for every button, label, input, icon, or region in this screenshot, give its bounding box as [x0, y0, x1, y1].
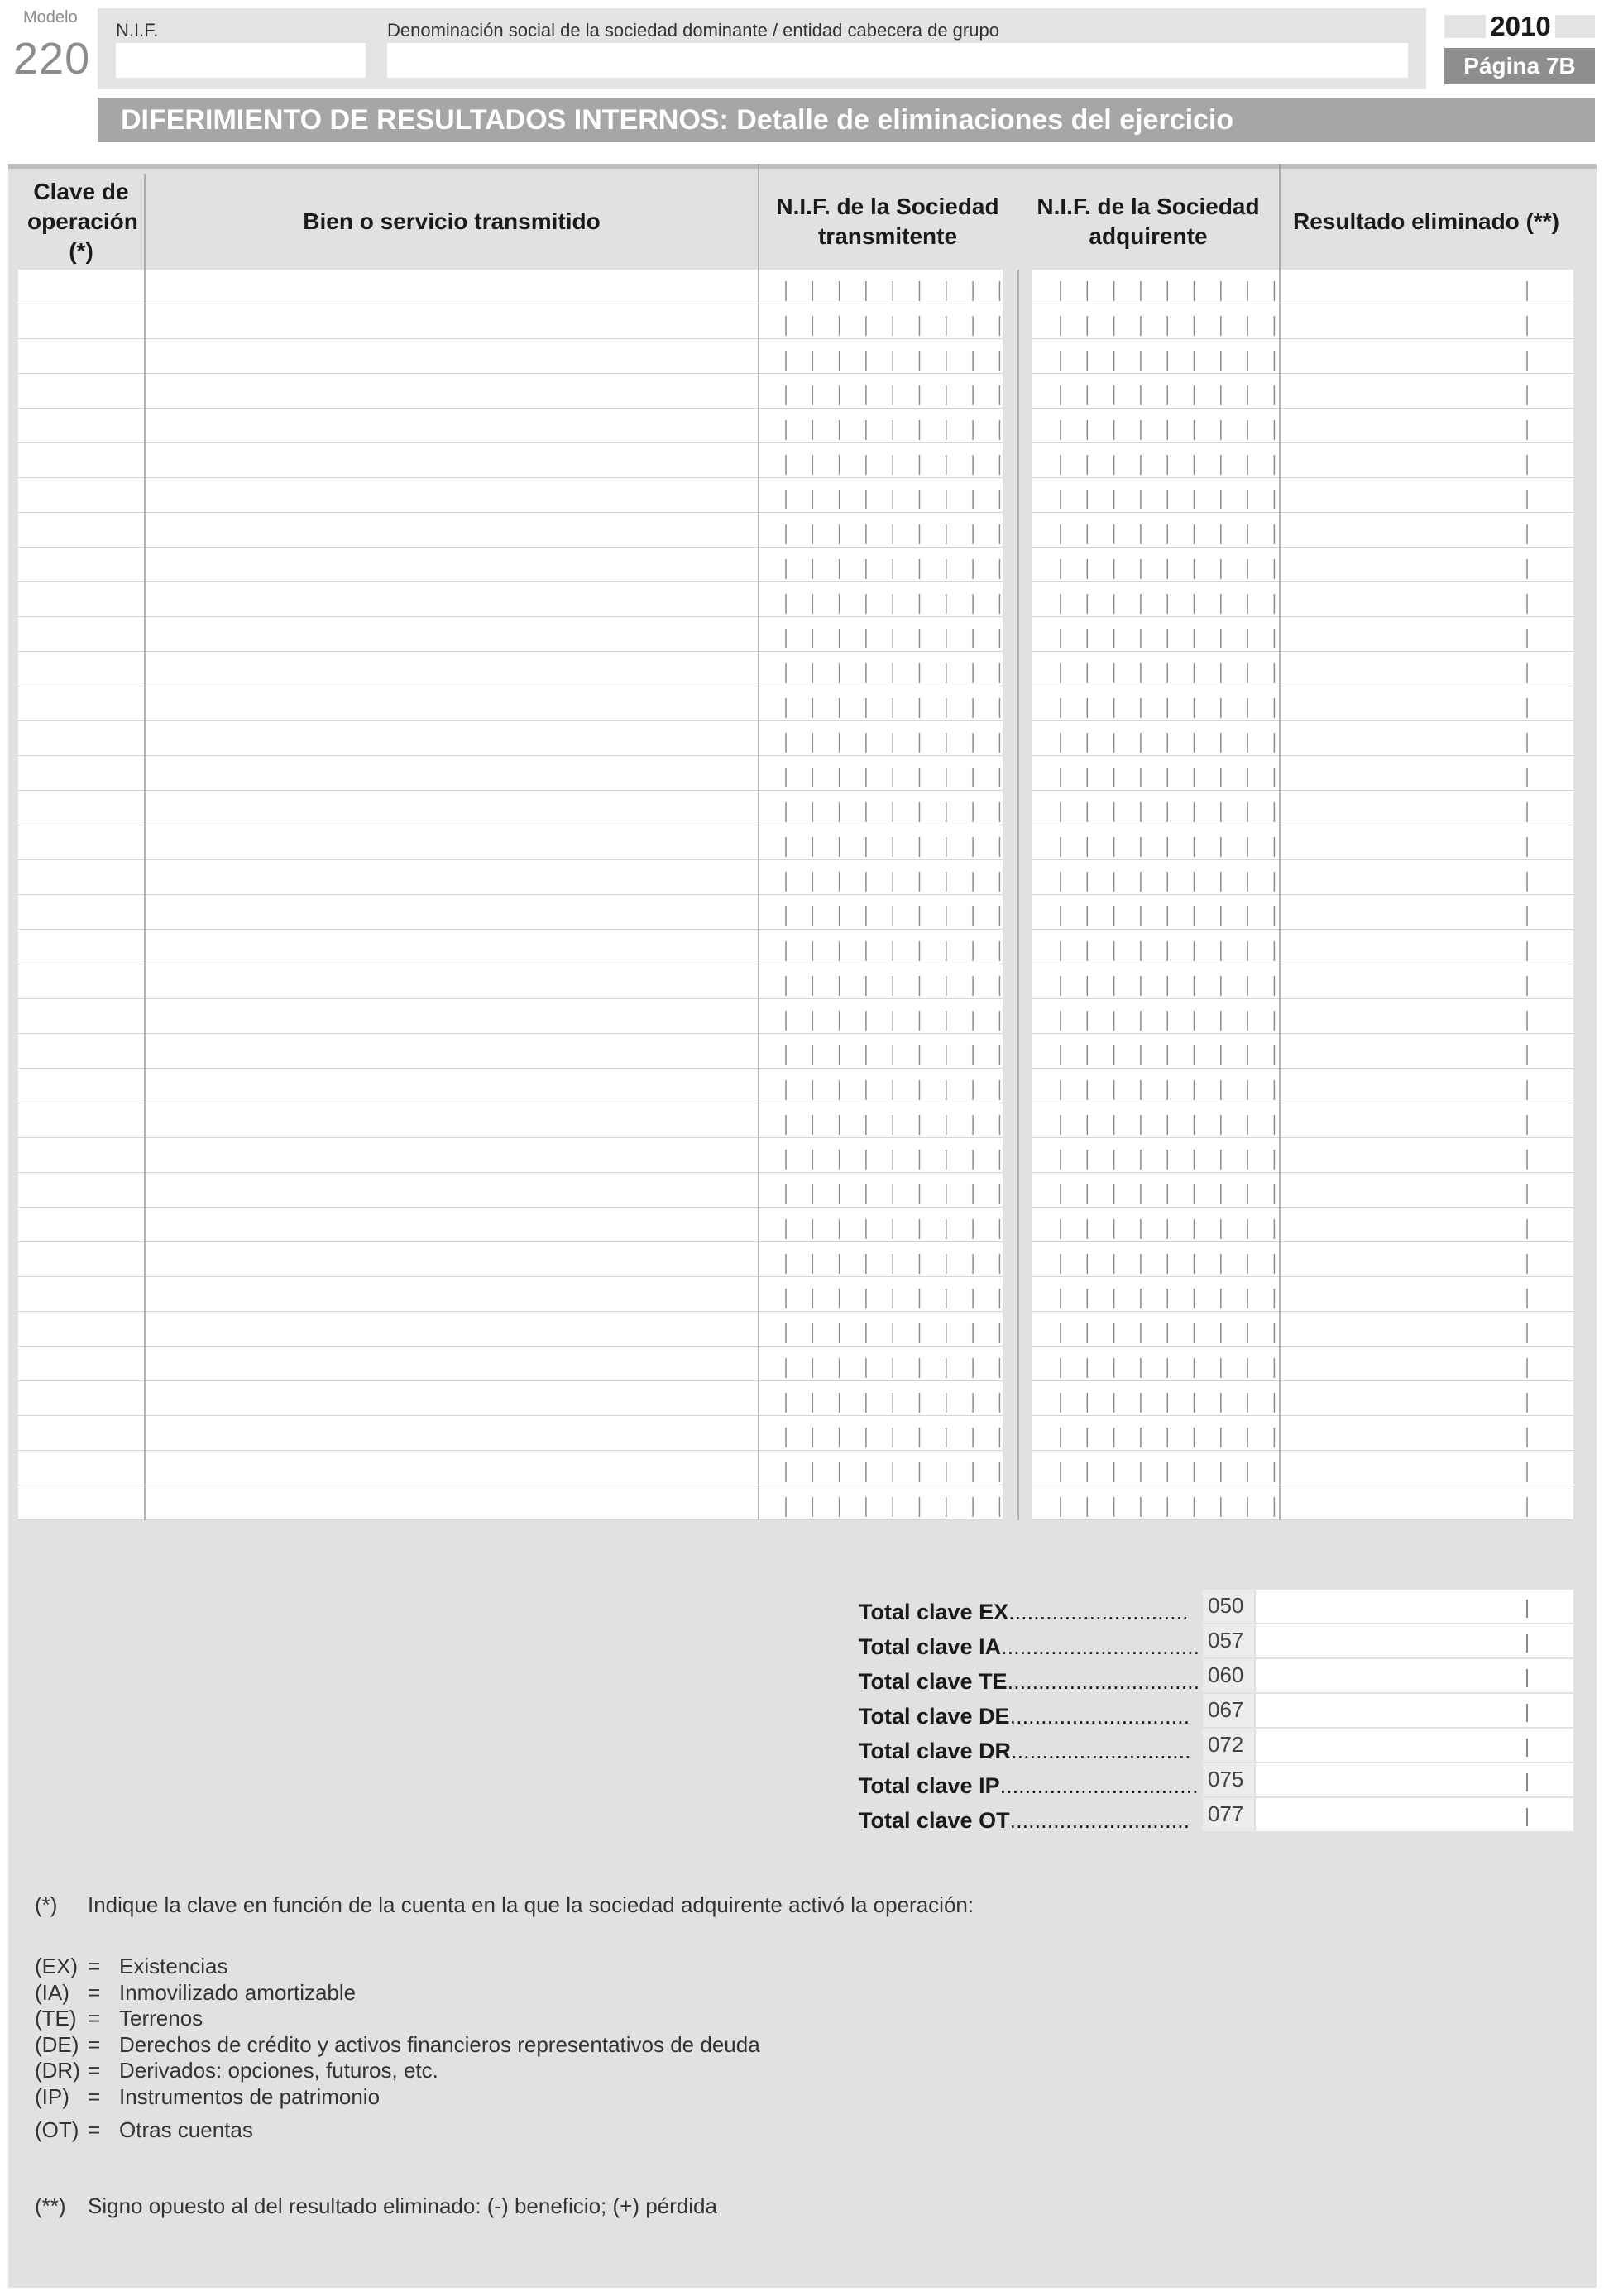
- legend-text: Instrumentos de patrimonio: [119, 2084, 381, 2109]
- clave-cell[interactable]: [18, 548, 145, 581]
- nif-transmitente-cell[interactable]: [761, 304, 1003, 338]
- resultado-cell[interactable]: [1282, 652, 1573, 686]
- nif-transmitente-cell[interactable]: [761, 825, 1003, 859]
- clave-cell[interactable]: [18, 582, 145, 616]
- nif-transmitente-cell[interactable]: [761, 791, 1003, 825]
- legend-equals: =: [88, 2006, 101, 2031]
- clave-cell[interactable]: [18, 513, 145, 547]
- nif-adquirente-cell[interactable]: [1032, 1173, 1279, 1207]
- nif-transmitente-cell[interactable]: [761, 478, 1003, 512]
- clave-cell[interactable]: [18, 652, 145, 686]
- section-title: DIFERIMIENTO DE RESULTADOS INTERNOS: Detalle de eliminaciones del ejercicio: [98, 98, 1595, 142]
- modelo-label: Modelo: [23, 8, 78, 26]
- nif-adquirente-cell[interactable]: [1032, 895, 1279, 929]
- nif-transmitente-cell[interactable]: [761, 617, 1003, 651]
- legend-code: (DE): [35, 2032, 79, 2057]
- column-header-bien: Bien o servicio transmitido: [303, 208, 601, 234]
- decimal-tick: [1526, 1634, 1528, 1653]
- nif-transmitente-cell[interactable]: [761, 652, 1003, 686]
- clave-cell[interactable]: [18, 1451, 145, 1485]
- bien-cell[interactable]: [147, 478, 758, 512]
- nif-transmitente-cell[interactable]: [761, 1138, 1003, 1172]
- bien-cell[interactable]: [147, 825, 758, 859]
- bien-cell[interactable]: [147, 964, 758, 998]
- nif-transmitente-cell[interactable]: [761, 339, 1003, 373]
- resultado-cell[interactable]: [1282, 409, 1573, 442]
- bien-cell[interactable]: [147, 1381, 758, 1415]
- resultado-cell[interactable]: [1282, 860, 1573, 894]
- resultado-cell[interactable]: [1282, 443, 1573, 477]
- clave-cell[interactable]: [18, 964, 145, 998]
- resultado-cell[interactable]: [1282, 1208, 1573, 1241]
- clave-cell[interactable]: [18, 1485, 145, 1519]
- total-code: 060: [1208, 1662, 1244, 1687]
- bien-cell[interactable]: [147, 1451, 758, 1485]
- legend-code: (IA): [35, 1980, 69, 2005]
- decimal-tick: [1526, 1739, 1528, 1757]
- legend-text: Derivados: opciones, futuros, etc.: [119, 2058, 438, 2083]
- clave-cell[interactable]: [18, 1173, 145, 1207]
- total-code: 050: [1208, 1593, 1244, 1618]
- nif-label: N.I.F.: [116, 20, 159, 41]
- clave-cell[interactable]: [18, 1034, 145, 1068]
- resultado-cell[interactable]: [1282, 999, 1573, 1033]
- bien-cell[interactable]: [147, 1485, 758, 1519]
- resultado-cell[interactable]: [1282, 374, 1573, 408]
- clave-cell[interactable]: [18, 791, 145, 825]
- bien-cell[interactable]: [147, 791, 758, 825]
- nif-transmitente-cell[interactable]: [761, 721, 1003, 755]
- nif-adquirente-cell[interactable]: [1032, 860, 1279, 894]
- clave-cell[interactable]: [18, 1069, 145, 1103]
- resultado-cell[interactable]: [1282, 756, 1573, 790]
- legend-equals: =: [88, 2117, 101, 2142]
- bien-cell[interactable]: [147, 756, 758, 790]
- nif-transmitente-cell[interactable]: [761, 1242, 1003, 1276]
- bien-cell[interactable]: [147, 1069, 758, 1103]
- total-code: 075: [1208, 1767, 1244, 1791]
- nif-transmitente-cell[interactable]: [761, 1381, 1003, 1415]
- nif-adquirente-cell[interactable]: [1032, 652, 1279, 686]
- column-header-nif-adquirente: N.I.F. de la Sociedad adquirente: [1037, 194, 1260, 249]
- bien-cell[interactable]: [147, 304, 758, 338]
- clave-cell[interactable]: [18, 1208, 145, 1241]
- bien-cell[interactable]: [147, 1242, 758, 1276]
- resultado-cell[interactable]: [1282, 895, 1573, 929]
- bien-cell[interactable]: [147, 270, 758, 304]
- nif-transmitente-cell[interactable]: [761, 548, 1003, 581]
- resultado-cell[interactable]: [1282, 478, 1573, 512]
- clave-cell[interactable]: [18, 478, 145, 512]
- nif-transmitente-cell[interactable]: [761, 374, 1003, 408]
- column-header-clave: Clave de operación (*): [27, 179, 138, 264]
- clave-cell[interactable]: [18, 1277, 145, 1311]
- nif-adquirente-cell[interactable]: [1032, 1347, 1279, 1380]
- nif-transmitente-cell[interactable]: [761, 1173, 1003, 1207]
- decimal-tick: [1526, 1808, 1528, 1826]
- decimal-tick: [1526, 1600, 1528, 1618]
- resultado-cell[interactable]: [1282, 1034, 1573, 1068]
- clave-cell[interactable]: [18, 860, 145, 894]
- clave-cell[interactable]: [18, 617, 145, 651]
- nif-transmitente-cell[interactable]: [761, 270, 1003, 304]
- bien-cell[interactable]: [147, 409, 758, 442]
- legend-code: (TE): [35, 2006, 77, 2031]
- year-label: 2010: [1486, 10, 1555, 43]
- decimal-tick: [1526, 1669, 1528, 1687]
- nif-transmitente-cell[interactable]: [761, 1034, 1003, 1068]
- clave-cell[interactable]: [18, 1381, 145, 1415]
- note-clave-text: Indique la clave en función de la cuenta en la que la sociedad adquirente activó la operación:: [88, 1892, 974, 1917]
- total-code: 057: [1208, 1628, 1244, 1653]
- bien-cell[interactable]: [147, 1312, 758, 1346]
- resultado-cell[interactable]: [1282, 1485, 1573, 1519]
- nif-adquirente-cell[interactable]: [1032, 1242, 1279, 1276]
- bien-cell[interactable]: [147, 1103, 758, 1137]
- nif-separator-line: [1017, 270, 1019, 1520]
- bien-cell[interactable]: [147, 513, 758, 547]
- resultado-cell[interactable]: [1282, 686, 1573, 720]
- resultado-cell[interactable]: [1282, 304, 1573, 338]
- clave-cell[interactable]: [18, 1103, 145, 1137]
- legend-equals: =: [88, 2032, 101, 2057]
- resultado-cell[interactable]: [1282, 791, 1573, 825]
- resultado-cell[interactable]: [1282, 1277, 1573, 1311]
- column-header-nif-transmitente: N.I.F. de la Sociedad transmitente: [776, 194, 999, 249]
- legend-equals: =: [88, 1980, 101, 2005]
- nif-transmitente-cell[interactable]: [761, 930, 1003, 964]
- clave-cell[interactable]: [18, 409, 145, 442]
- nif-adquirente-cell[interactable]: [1032, 964, 1279, 998]
- clave-cell[interactable]: [18, 721, 145, 755]
- bien-cell[interactable]: [147, 895, 758, 929]
- nif-adquirente-cell[interactable]: [1032, 478, 1279, 512]
- legend-text: Otras cuentas: [119, 2117, 253, 2142]
- total-label: Total clave OT.............................: [859, 1808, 1190, 1833]
- nif-adquirente-cell[interactable]: [1032, 617, 1279, 651]
- legend-text: Existencias: [119, 1954, 228, 1978]
- nif-adquirente-cell[interactable]: [1032, 1381, 1279, 1415]
- bien-cell[interactable]: [147, 930, 758, 964]
- nif-adquirente-cell[interactable]: [1032, 686, 1279, 720]
- column-header-resultado: Resultado eliminado (**): [1292, 208, 1560, 234]
- nif-transmitente-cell[interactable]: [761, 1208, 1003, 1241]
- nif-transmitente-cell[interactable]: [761, 1312, 1003, 1346]
- note-signo-text: Signo opuesto al del resultado eliminado: (-) beneficio; (+) pérdida: [88, 2193, 717, 2218]
- legend-equals: =: [88, 2084, 101, 2109]
- nif-adquirente-cell[interactable]: [1032, 1103, 1279, 1137]
- legend-equals: =: [88, 1954, 101, 1978]
- total-label: Total clave TE...............................: [859, 1669, 1200, 1694]
- bien-cell[interactable]: [147, 652, 758, 686]
- nif-adquirente-cell[interactable]: [1032, 1451, 1279, 1485]
- clave-cell[interactable]: [18, 825, 145, 859]
- nif-adquirente-cell[interactable]: [1032, 582, 1279, 616]
- total-label: Total clave DE.............................: [859, 1704, 1190, 1729]
- nif-adquirente-cell[interactable]: [1032, 1138, 1279, 1172]
- total-label: Total clave DR.............................: [859, 1739, 1191, 1763]
- resultado-cell[interactable]: [1282, 930, 1573, 964]
- nif-transmitente-cell[interactable]: [761, 1069, 1003, 1103]
- nif-transmitente-cell[interactable]: [761, 409, 1003, 442]
- nif-adquirente-cell[interactable]: [1032, 1485, 1279, 1519]
- nif-transmitente-cell[interactable]: [761, 686, 1003, 720]
- bien-cell[interactable]: [147, 617, 758, 651]
- resultado-cell[interactable]: [1282, 964, 1573, 998]
- nif-transmitente-cell[interactable]: [761, 1103, 1003, 1137]
- clave-cell[interactable]: [18, 756, 145, 790]
- clave-cell[interactable]: [18, 930, 145, 964]
- nif-transmitente-cell[interactable]: [761, 895, 1003, 929]
- nif-adquirente-cell[interactable]: [1032, 1277, 1279, 1311]
- total-label: Total clave IA................................: [859, 1634, 1200, 1659]
- bien-cell[interactable]: [147, 686, 758, 720]
- nif-adquirente-cell[interactable]: [1032, 999, 1279, 1033]
- resultado-cell[interactable]: [1282, 548, 1573, 581]
- resultado-cell[interactable]: [1282, 582, 1573, 616]
- nif-adquirente-cell[interactable]: [1032, 825, 1279, 859]
- clave-cell[interactable]: [18, 1416, 145, 1450]
- nif-transmitente-cell[interactable]: [761, 964, 1003, 998]
- bien-cell[interactable]: [147, 1208, 758, 1241]
- resultado-cell[interactable]: [1282, 1069, 1573, 1103]
- clave-cell[interactable]: [18, 1138, 145, 1172]
- total-code: 067: [1208, 1697, 1244, 1722]
- bien-cell[interactable]: [147, 1138, 758, 1172]
- resultado-cell[interactable]: [1282, 721, 1573, 755]
- nif-transmitente-cell[interactable]: [761, 756, 1003, 790]
- bien-cell[interactable]: [147, 860, 758, 894]
- bien-cell[interactable]: [147, 339, 758, 373]
- clave-cell[interactable]: [18, 374, 145, 408]
- resultado-cell[interactable]: [1282, 617, 1573, 651]
- nif-adquirente-cell[interactable]: [1032, 443, 1279, 477]
- resultado-cell[interactable]: [1282, 1451, 1573, 1485]
- nif-adquirente-cell[interactable]: [1032, 1069, 1279, 1103]
- clave-cell[interactable]: [18, 1347, 145, 1380]
- resultado-cell[interactable]: [1282, 1242, 1573, 1276]
- resultado-cell[interactable]: [1282, 1312, 1573, 1346]
- nif-adquirente-cell[interactable]: [1032, 339, 1279, 373]
- nif-adquirente-cell[interactable]: [1032, 270, 1279, 304]
- total-code: 077: [1208, 1801, 1244, 1826]
- legend-code: (IP): [35, 2084, 69, 2109]
- clave-cell[interactable]: [18, 895, 145, 929]
- bien-cell[interactable]: [147, 1173, 758, 1207]
- bien-cell[interactable]: [147, 1347, 758, 1380]
- denominacion-label: Denominación social de la sociedad dominante / entidad cabecera de grupo: [387, 20, 999, 41]
- note-signo-marker: (**): [35, 2193, 66, 2218]
- bien-cell[interactable]: [147, 582, 758, 616]
- legend-text: Derechos de crédito y activos financieros representativos de deuda: [119, 2032, 760, 2057]
- nif-adquirente-cell[interactable]: [1032, 721, 1279, 755]
- nif-adquirente-cell[interactable]: [1032, 1312, 1279, 1346]
- bien-cell[interactable]: [147, 548, 758, 581]
- bien-cell[interactable]: [147, 1277, 758, 1311]
- clave-cell[interactable]: [18, 270, 145, 304]
- nif-adquirente-cell[interactable]: [1032, 374, 1279, 408]
- nif-adquirente-cell[interactable]: [1032, 930, 1279, 964]
- decimal-tick: [1526, 1704, 1528, 1722]
- total-code: 072: [1208, 1732, 1244, 1757]
- resultado-cell[interactable]: [1282, 825, 1573, 859]
- legend-text: Terrenos: [119, 2006, 203, 2031]
- nif-transmitente-cell[interactable]: [761, 513, 1003, 547]
- nif-adquirente-cell[interactable]: [1032, 756, 1279, 790]
- nif-adquirente-cell[interactable]: [1032, 513, 1279, 547]
- nif-adquirente-cell[interactable]: [1032, 1208, 1279, 1241]
- note-clave-marker: (*): [35, 1892, 58, 1917]
- resultado-cell[interactable]: [1282, 1103, 1573, 1137]
- clave-cell[interactable]: [18, 443, 145, 477]
- page-badge: Página 7B: [1444, 48, 1595, 84]
- legend-code: (EX): [35, 1954, 78, 1978]
- nif-transmitente-cell[interactable]: [761, 1347, 1003, 1380]
- nif-transmitente-cell[interactable]: [761, 443, 1003, 477]
- total-label: Total clave IP................................: [859, 1773, 1199, 1798]
- nif-adquirente-cell[interactable]: [1032, 791, 1279, 825]
- nif-transmitente-cell[interactable]: [761, 1416, 1003, 1450]
- modelo-number: 220: [13, 34, 91, 84]
- nif-transmitente-cell[interactable]: [761, 582, 1003, 616]
- resultado-cell[interactable]: [1282, 339, 1573, 373]
- resultado-cell[interactable]: [1282, 1381, 1573, 1415]
- bien-cell[interactable]: [147, 999, 758, 1033]
- nif-adquirente-cell[interactable]: [1032, 1416, 1279, 1450]
- resultado-cell[interactable]: [1282, 270, 1573, 304]
- legend-text: Inmovilizado amortizable: [119, 1980, 357, 2005]
- nif-transmitente-cell[interactable]: [761, 999, 1003, 1033]
- legend-code: (DR): [35, 2058, 80, 2083]
- nif-transmitente-cell[interactable]: [761, 860, 1003, 894]
- bien-cell[interactable]: [147, 374, 758, 408]
- clave-cell[interactable]: [18, 686, 145, 720]
- resultado-cell[interactable]: [1282, 1173, 1573, 1207]
- resultado-cell[interactable]: [1282, 513, 1573, 547]
- resultado-cell[interactable]: [1282, 1138, 1573, 1172]
- total-label: Total clave EX.............................: [859, 1600, 1189, 1624]
- nif-transmitente-cell[interactable]: [761, 1485, 1003, 1519]
- clave-cell[interactable]: [18, 339, 145, 373]
- clave-cell[interactable]: [18, 999, 145, 1033]
- nif-adquirente-cell[interactable]: [1032, 548, 1279, 581]
- bien-cell[interactable]: [147, 443, 758, 477]
- bien-cell[interactable]: [147, 1034, 758, 1068]
- nif-transmitente-cell[interactable]: [761, 1451, 1003, 1485]
- clave-cell[interactable]: [18, 304, 145, 338]
- nif-transmitente-cell[interactable]: [761, 1277, 1003, 1311]
- nif-adquirente-cell[interactable]: [1032, 409, 1279, 442]
- decimal-tick: [1526, 1773, 1528, 1791]
- legend-equals: =: [88, 2058, 101, 2083]
- bien-cell[interactable]: [147, 1416, 758, 1450]
- resultado-cell[interactable]: [1282, 1416, 1573, 1450]
- nif-adquirente-cell[interactable]: [1032, 304, 1279, 338]
- clave-cell[interactable]: [18, 1312, 145, 1346]
- legend-code: (OT): [35, 2117, 79, 2142]
- clave-cell[interactable]: [18, 1242, 145, 1276]
- bien-cell[interactable]: [147, 721, 758, 755]
- nif-adquirente-cell[interactable]: [1032, 1034, 1279, 1068]
- resultado-cell[interactable]: [1282, 1347, 1573, 1380]
